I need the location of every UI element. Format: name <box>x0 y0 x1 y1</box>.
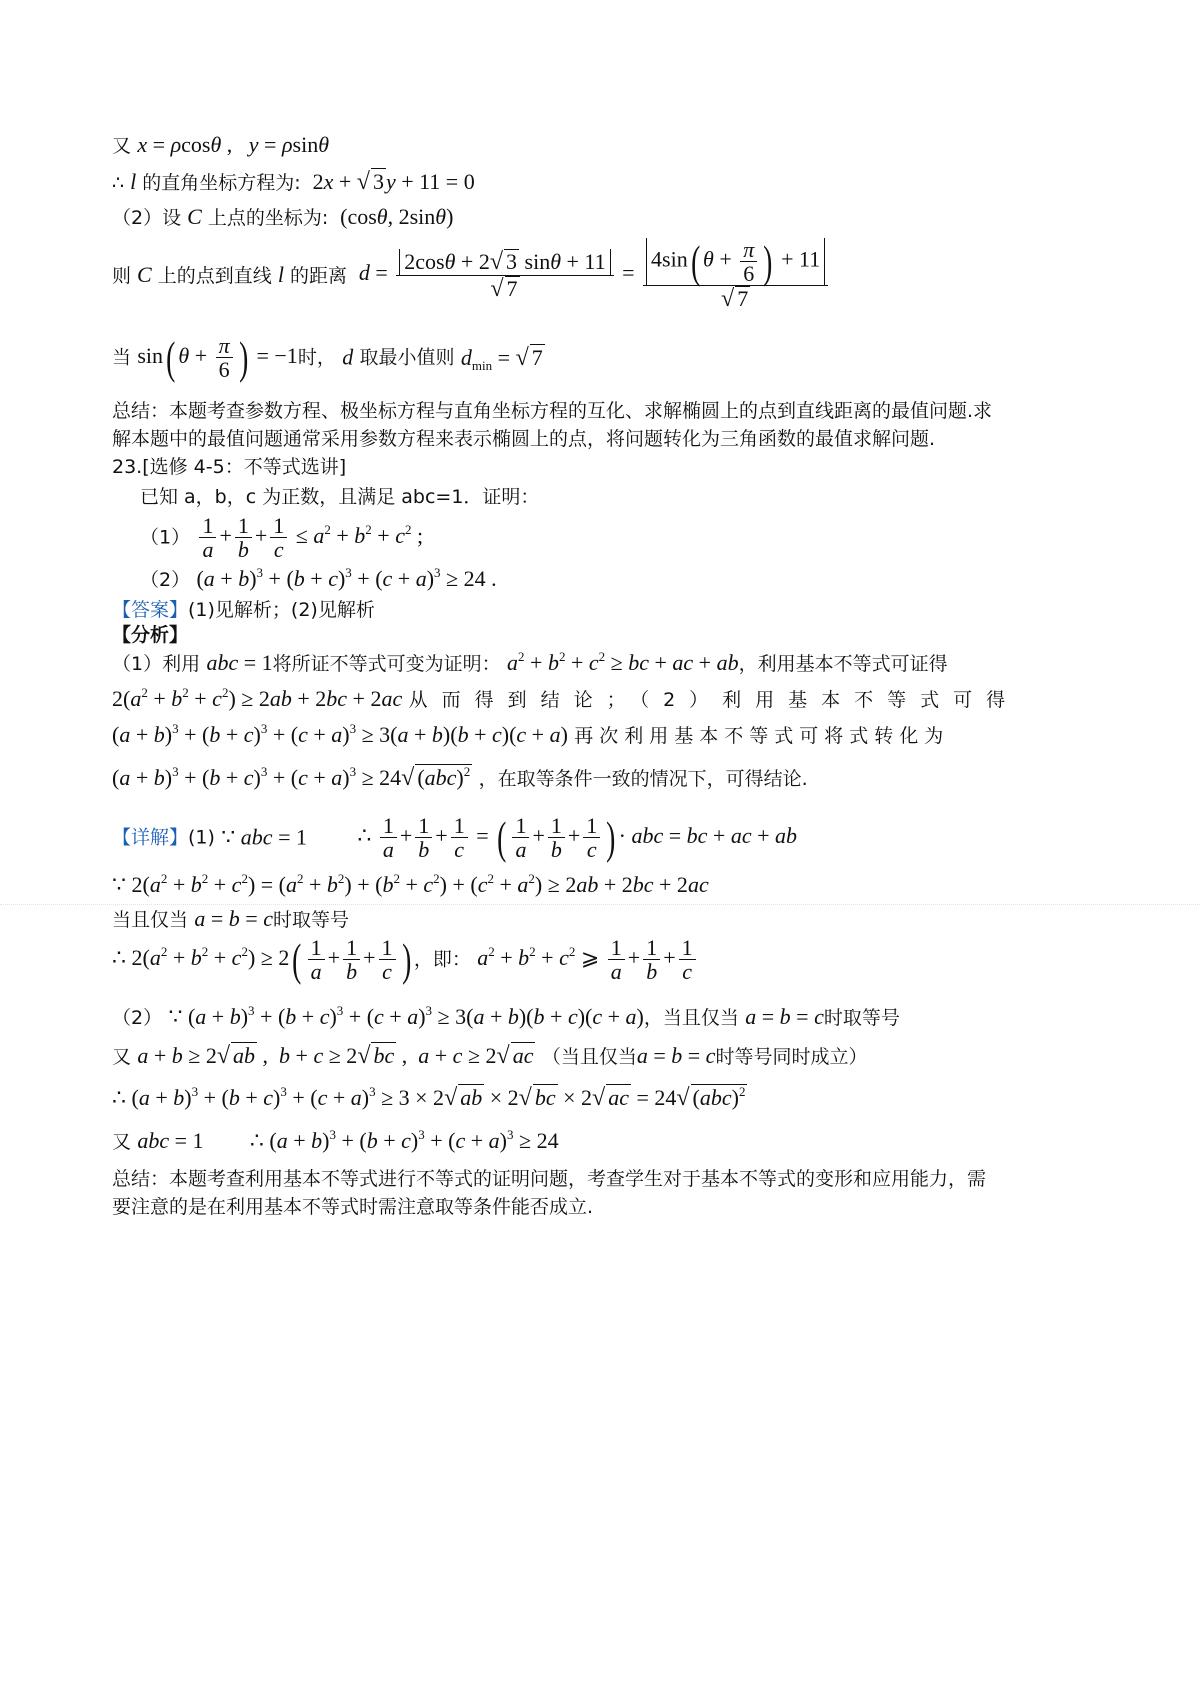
text-l-equation-label: ∴ l 的直角坐标方程为: <box>112 169 301 194</box>
text: 时取等号 <box>823 1007 900 1029</box>
analysis-line-3 <box>112 722 949 749</box>
analysis-line-2 <box>112 686 1019 713</box>
line-min-distance <box>112 331 545 383</box>
eq-dmin: $d_{min}$ = √ 7 <box>460 345 543 374</box>
summary-text: 本题考查参数方程、极坐标方程与直角坐标方程的互化、求解椭圆上的点到直线距离的最值问题.求 <box>169 400 993 422</box>
text: ，利用基本不等式可证得 <box>738 653 948 675</box>
text-when: 时， <box>297 346 336 369</box>
detail-line-4 <box>112 933 699 985</box>
text-take-min: 取最小值则 <box>359 346 455 369</box>
text-distance-label: 则 C 上的点到直线 l 的距离 <box>112 261 347 287</box>
eq-abc-eq-1: abc = 1 <box>137 1128 204 1153</box>
detail-line-1 <box>112 811 797 863</box>
summary-text: 本题考查利用基本不等式进行不等式的证明问题，考查学生对于基本不等式的变形和应用能力，需 <box>169 1168 987 1190</box>
question-1 <box>140 514 423 561</box>
analysis-line-4 <box>112 764 808 792</box>
eq-sum-expansion: ∵ $2(a^2 + b^2 + c^2) = (a^2 + b^2) + (b^2 + c^2) + (c^2 + a^2) \ge 2ab + 2bc + 2ac$ <box>112 871 709 897</box>
eq-l-cartesian: 2x + √ 3y + 11 = 0 <box>307 169 475 195</box>
summary-22-line2 <box>112 426 935 452</box>
text: 又 <box>112 1131 132 1153</box>
eq-final-24: ∴ $(a + b)^3 + (b + c)^3 + (c + a)^3 \ge 24$ <box>249 1127 559 1153</box>
text: 将所证不等式可变为证明： <box>272 653 501 675</box>
eq-abc-1: abc = 1 <box>206 650 273 675</box>
eq-2-squares: $2(a^2 + b^2 + c^2) \ge 2ab + 2bc + 2ac$ <box>112 685 403 711</box>
detail-line-6 <box>112 1042 867 1070</box>
eq-cubes-am-gm: ∵ $(a + b)^3 + (b + c)^3 + (c + a)^3 \ge 3(a + b)(b + c)(c + a)$ <box>168 1003 644 1029</box>
text: 时等号同时成立） <box>715 1046 868 1068</box>
eq-x-rho: x = ρcosθ , y = ρsinθ <box>137 132 330 157</box>
text: （1）利用 <box>112 653 201 675</box>
summary-23-line2 <box>112 1194 593 1220</box>
eq-cubes-ge-3: $(a + b)^3 + (b + c)^3 + (c + a)^3 \ge 3(a + b)(b + c)(c + a)$ <box>112 721 568 747</box>
analysis-label: 【分析】 <box>112 624 189 646</box>
analysis-line-1 <box>112 650 948 677</box>
detail-tag: 【详解】 <box>112 826 189 849</box>
detail-line-5 <box>112 1004 900 1031</box>
eq-squares-vs-products: $a^2 + b^2 + c^2$ ≥ bc + ac + ab <box>507 649 739 675</box>
line-x-rho <box>112 132 329 159</box>
eq-pairwise-am-gm: a + b ≥ 2√ ab , b + c ≥ 2√ bc , a + c ≥ 2√ ac <box>137 1043 534 1069</box>
eq-cubes-ge-24sqrt: $(a + b)^3 + (b + c)^3 + (c + a)^3 \ge 24√$ (abc)$^2$ <box>112 764 471 791</box>
text: ，当且仅当 <box>643 1007 739 1029</box>
detail-line-3 <box>112 906 349 933</box>
q2-equation: $(a + b)^3 + (b + c)^3 + (c + a)^3 \ge 24$ . <box>196 565 497 591</box>
eq-d: d <box>342 344 354 370</box>
detail-line-7 <box>112 1084 747 1111</box>
text: 又 <box>112 1046 132 1068</box>
eq-therefore-ineq: ∴ $2(a^2 + b^2 + c^2) \ge 2$( $\frac{1}{a}$ + $\frac{1}{b}$ + $\frac{1}{c}$ ) <box>112 933 411 985</box>
text: 时取等号 <box>272 909 349 931</box>
given-statement <box>140 484 539 510</box>
answer-line <box>112 596 375 623</box>
d1-label: (1) <box>188 826 215 849</box>
heading-text: 23.[选修 4-5：不等式选讲] <box>112 456 347 478</box>
text-dang: 当 <box>112 346 132 369</box>
summary-text: 要注意的是在利用基本不等式时需注意取等条件能否成立. <box>112 1196 594 1218</box>
d5-label: （2） <box>112 1007 163 1029</box>
text: 再次利用基本不等式可将式转化为 <box>574 725 950 747</box>
line-distance <box>112 235 831 313</box>
text: ，即： <box>413 948 471 971</box>
answer-tag: 【答案】 <box>112 599 189 621</box>
detail-line-2 <box>112 872 709 898</box>
text: 从而得到结论；（2）利用基本不等式可得 <box>408 689 1020 711</box>
text: ，在取等条件一致的情况下，可得结论. <box>478 768 808 790</box>
text: （当且仅当 <box>541 1046 637 1068</box>
summary-label: 总结： <box>112 400 170 422</box>
question-2 <box>140 566 497 593</box>
eq-c-point: (cosθ, 2sinθ) <box>334 204 454 229</box>
eq-conclusion-1: $a^2 + b^2 + c^2$ ⩾ $\frac{1}{a}$ + $\frac{1}{b}$ + $\frac{1}{c}$ <box>477 945 698 970</box>
summary-22-line1 <box>112 398 992 424</box>
eq-equality-cond-2: a = b = c <box>636 1043 716 1068</box>
eq-distance: d = $\frac{2\cos\theta + 2√ 3 \sin\theta + 11}{√ 7}$ = 4sin( θ + $\frac{\pi}{6}$ ) + 11 √ 7 <box>353 260 831 285</box>
eq-sin-condition: sin( θ + $\frac{\pi}{6}$ ) = −1 <box>137 331 298 383</box>
summary-23-line1 <box>112 1166 986 1192</box>
text-c-point-label: （2）设 C 上点的坐标为: <box>112 204 329 229</box>
detail-line-8 <box>112 1128 559 1155</box>
section-23-heading <box>112 454 346 480</box>
eq-equality-cond: a = b = c <box>745 1004 824 1029</box>
summary-text: 解本题中的最值问题通常采用参数方程来表示椭圆上的点，将问题转化为三角函数的最值求解问题. <box>112 428 936 450</box>
analysis-tag <box>112 622 188 648</box>
line-l-cartesian <box>112 168 475 196</box>
text: 当且仅当 <box>112 909 189 931</box>
eq-cubes-chain: ∴ $(a + b)^3 + (b + c)^3 + (c + a)^3 \ge 3 \times 2√$ ab × 2√ bc × 2√ ac = 24√ (abc)$^2$ <box>112 1084 746 1111</box>
eq-because-abc: ∵ abc = 1 <box>221 824 307 850</box>
eq-a-eq-b-eq-c: a = b = c <box>194 906 273 931</box>
given-text: 已知 a，b，c 为正数，且满足 abc=1．证明： <box>140 486 540 508</box>
summary-label: 总结： <box>112 1168 170 1190</box>
q1-label: （1） <box>140 526 191 549</box>
page-divider <box>0 904 1200 905</box>
q1-equation: $\frac{1}{a}$ + $\frac{1}{b}$ + $\frac{1}{c}$ ≤ $a^2 + b^2 + c^2$ ; <box>196 523 423 548</box>
eq-reciprocal-sum: ∴ $\frac{1}{a}$ + $\frac{1}{b}$ + $\frac{1}{c}$ = ( $\frac{1}{a}$ + $\frac{1}{b}$ + $\frac{1}{c}$ ) · abc = bc + ac + ab <box>357 811 797 863</box>
line-c-point <box>112 204 453 231</box>
text-you: 又 <box>112 135 132 157</box>
answer-text: (1)见解析；(2)见解析 <box>188 599 375 621</box>
q2-label: （2） <box>140 569 191 591</box>
